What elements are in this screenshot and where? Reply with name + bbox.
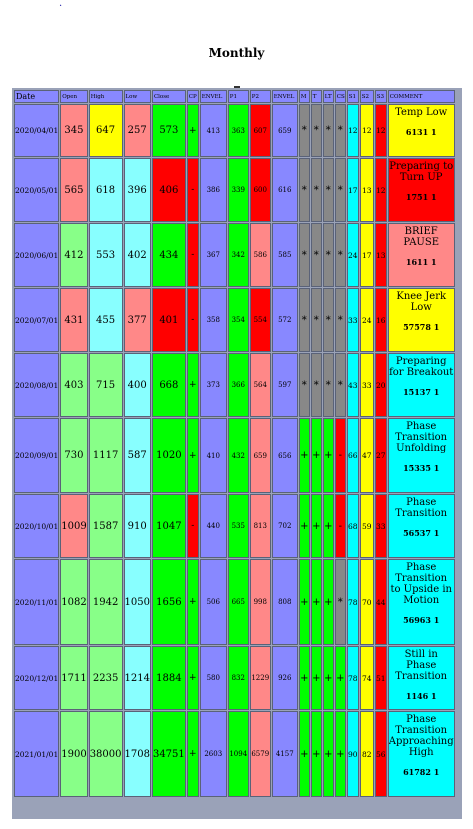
- cell-s2: 13: [360, 158, 374, 222]
- cell-t: *: [311, 158, 322, 222]
- cell-envel-2: 616: [272, 158, 298, 222]
- cell-s3: 33: [375, 494, 387, 558]
- header-lt: LT: [323, 90, 334, 103]
- comment-text: Phase Transition Unfolding: [395, 421, 448, 454]
- cell-s2: 33: [360, 353, 374, 417]
- cell-low: 1214: [124, 646, 151, 710]
- cell-low: 257: [124, 104, 151, 157]
- cell-date: 2020/07/01: [14, 288, 59, 352]
- comment-number: 15137 1: [403, 387, 440, 397]
- cell-s1: 17: [347, 158, 359, 222]
- cell-low: 1050: [124, 559, 151, 645]
- cell-s2: 47: [360, 418, 374, 493]
- cell-s3: 12: [375, 104, 387, 157]
- cell-t: *: [311, 353, 322, 417]
- cell-date: 2020/12/01: [14, 646, 59, 710]
- cell-s3: 44: [375, 559, 387, 645]
- cell-envel: 410: [200, 418, 227, 493]
- cell-lt: +: [323, 559, 334, 645]
- cell-cp: -: [187, 494, 199, 558]
- table-row: [14, 494, 455, 558]
- cell-m: *: [299, 223, 310, 287]
- header-open: Open: [60, 90, 87, 103]
- table-row: [14, 353, 455, 417]
- cell-p2: 998: [250, 559, 271, 645]
- table-row: [14, 158, 455, 222]
- cell-high: 1117: [89, 418, 123, 493]
- cell-envel: 413: [200, 104, 227, 157]
- header-row: [14, 90, 455, 103]
- table-row: [14, 559, 455, 645]
- cell-cs: *: [335, 559, 346, 645]
- cell-high: 553: [89, 223, 123, 287]
- cell-envel-2: 597: [272, 353, 298, 417]
- cell-date: 2021/01/01: [14, 711, 59, 797]
- cell-high: 2235: [89, 646, 123, 710]
- header-high: High: [89, 90, 123, 103]
- table-row: [14, 646, 455, 710]
- cell-cp: +: [187, 104, 199, 157]
- cell-t: *: [311, 104, 322, 157]
- comment-number: 61782 1: [403, 767, 440, 777]
- comment-number: 1751 1: [405, 192, 437, 202]
- cell-s3: 16: [375, 288, 387, 352]
- cell-lt: *: [323, 104, 334, 157]
- cell-s1: 33: [347, 288, 359, 352]
- cell-date: 2020/11/01: [14, 559, 59, 645]
- cell-envel-2: 702: [272, 494, 298, 558]
- cell-p2: 813: [250, 494, 271, 558]
- cell-cs: -: [335, 418, 346, 493]
- comment-number: 15335 1: [403, 463, 440, 473]
- cell-cs: *: [335, 158, 346, 222]
- cell-lt: +: [323, 494, 334, 558]
- cell-low: 400: [124, 353, 151, 417]
- cell-cp: +: [187, 711, 199, 797]
- cell-s1: 43: [347, 353, 359, 417]
- table-row: [14, 711, 455, 797]
- cell-s2: 70: [360, 559, 374, 645]
- table-row: [14, 418, 455, 493]
- cell-high: 647: [89, 104, 123, 157]
- cell-envel-2: 808: [272, 559, 298, 645]
- cell-low: 377: [124, 288, 151, 352]
- header-p1: P1: [228, 90, 249, 103]
- cell-envel: 358: [200, 288, 227, 352]
- cell-open: 730: [60, 418, 87, 493]
- cell-cp: +: [187, 353, 199, 417]
- cell-p1: 432: [228, 418, 249, 493]
- cell-s1: 24: [347, 223, 359, 287]
- cell-p1: 339: [228, 158, 249, 222]
- header-s3: S3: [375, 90, 387, 103]
- cell-s3: 20: [375, 353, 387, 417]
- cell-open: 412: [60, 223, 87, 287]
- cell-close: 1020: [152, 418, 186, 493]
- cell-s3: 13: [375, 223, 387, 287]
- cell-envel-2: 656: [272, 418, 298, 493]
- cell-m: *: [299, 353, 310, 417]
- comment-text: Preparing to Turn UP: [389, 161, 454, 183]
- cell-open: 1711: [60, 646, 87, 710]
- header-s2: S2: [360, 90, 374, 103]
- comment-number: 1611 1: [405, 257, 437, 267]
- table-row: [14, 288, 455, 352]
- cell-low: 1708: [124, 711, 151, 797]
- cell-close: 668: [152, 353, 186, 417]
- cell-s3: 51: [375, 646, 387, 710]
- cell-comment: [388, 559, 455, 645]
- cell-s2: 12: [360, 104, 374, 157]
- cell-high: 1587: [89, 494, 123, 558]
- cell-s3: 12: [375, 158, 387, 222]
- cell-m: *: [299, 104, 310, 157]
- cell-p2: 586: [250, 223, 271, 287]
- cell-m: +: [299, 494, 310, 558]
- cell-envel: 440: [200, 494, 227, 558]
- cell-date: 2020/05/01: [14, 158, 59, 222]
- cell-high: 1942: [89, 559, 123, 645]
- cell-close: 34751: [152, 711, 186, 797]
- cell-lt: *: [323, 353, 334, 417]
- comment-text: Phase Transition Approaching High: [388, 714, 454, 758]
- cell-date: 2020/06/01: [14, 223, 59, 287]
- cell-cs: *: [335, 104, 346, 157]
- comment-text: Knee Jerk Low: [396, 291, 447, 313]
- cell-s3: 27: [375, 418, 387, 493]
- comment-text: Phase Transition to Upside in Motion: [390, 562, 452, 606]
- cell-low: 396: [124, 158, 151, 222]
- cell-p2: 1229: [250, 646, 271, 710]
- cell-lt: +: [323, 418, 334, 493]
- cell-cs: *: [335, 353, 346, 417]
- comment-text: BRIEF PAUSE: [403, 226, 440, 248]
- table-row: [14, 223, 455, 287]
- comment-text: Phase Transition: [395, 497, 448, 519]
- comment-text: Preparing for Breakout: [389, 356, 454, 378]
- cell-open: 1082: [60, 559, 87, 645]
- cell-s2: 24: [360, 288, 374, 352]
- cell-comment: [388, 104, 455, 157]
- cell-p2: 659: [250, 418, 271, 493]
- cell-comment: [388, 418, 455, 493]
- cell-cs: *: [335, 288, 346, 352]
- cell-open: 565: [60, 158, 87, 222]
- cell-comment: [388, 353, 455, 417]
- cell-envel: 367: [200, 223, 227, 287]
- cell-comment: [388, 646, 455, 710]
- cell-open: 1009: [60, 494, 87, 558]
- cell-p2: 607: [250, 104, 271, 157]
- cell-close: 434: [152, 223, 186, 287]
- cell-high: 455: [89, 288, 123, 352]
- cell-comment: [388, 158, 455, 222]
- cell-s1: 78: [347, 646, 359, 710]
- cell-cp: -: [187, 288, 199, 352]
- cell-date: 2020/09/01: [14, 418, 59, 493]
- comment-text: Temp Low: [395, 107, 448, 118]
- cell-t: *: [311, 288, 322, 352]
- cell-p2: 564: [250, 353, 271, 417]
- cell-lt: *: [323, 288, 334, 352]
- cell-envel: 506: [200, 559, 227, 645]
- cell-close: 1047: [152, 494, 186, 558]
- cell-date: 2020/08/01: [14, 353, 59, 417]
- cell-p1: 1094: [228, 711, 249, 797]
- cell-p1: 363: [228, 104, 249, 157]
- cell-open: 403: [60, 353, 87, 417]
- header-date: Date: [14, 90, 59, 103]
- cell-s1: 66: [347, 418, 359, 493]
- cell-m: +: [299, 711, 310, 797]
- cell-envel: 373: [200, 353, 227, 417]
- cell-s1: 68: [347, 494, 359, 558]
- cell-s2: 17: [360, 223, 374, 287]
- header-envel: ENVEL: [200, 90, 227, 103]
- cell-p1: 665: [228, 559, 249, 645]
- table-row: [14, 104, 455, 157]
- cell-p1: 366: [228, 353, 249, 417]
- cell-t: +: [311, 646, 322, 710]
- monthly-table: [13, 89, 456, 798]
- cell-t: +: [311, 711, 322, 797]
- cell-s3: 56: [375, 711, 387, 797]
- cell-p2: 554: [250, 288, 271, 352]
- cell-lt: *: [323, 158, 334, 222]
- cell-p1: 342: [228, 223, 249, 287]
- header-envel-2: ENVEL: [272, 90, 298, 103]
- cell-s1: 78: [347, 559, 359, 645]
- cell-cs: -: [335, 494, 346, 558]
- comment-number: 6131 1: [405, 127, 437, 137]
- corner-dot: .: [59, 0, 63, 9]
- cell-cp: -: [187, 223, 199, 287]
- cell-cs: +: [335, 646, 346, 710]
- cell-low: 587: [124, 418, 151, 493]
- cell-s1: 90: [347, 711, 359, 797]
- cell-date: 2020/10/01: [14, 494, 59, 558]
- cell-comment: [388, 494, 455, 558]
- cell-close: 1656: [152, 559, 186, 645]
- comment-number: 56537 1: [403, 528, 440, 538]
- cell-envel: 580: [200, 646, 227, 710]
- cell-low: 910: [124, 494, 151, 558]
- cell-m: +: [299, 418, 310, 493]
- cell-cp: +: [187, 646, 199, 710]
- header-low: Low: [124, 90, 151, 103]
- page-title: Monthly: [208, 46, 265, 60]
- cell-p1: 832: [228, 646, 249, 710]
- cell-lt: +: [323, 711, 334, 797]
- cell-comment: [388, 711, 455, 797]
- cell-envel-2: 585: [272, 223, 298, 287]
- cell-t: *: [311, 223, 322, 287]
- cell-s2: 59: [360, 494, 374, 558]
- header-cs: CS: [335, 90, 346, 103]
- cell-p2: 6579: [250, 711, 271, 797]
- cell-cs: +: [335, 711, 346, 797]
- cell-cp: +: [187, 559, 199, 645]
- header-t: T: [311, 90, 322, 103]
- cell-p1: 354: [228, 288, 249, 352]
- comment-number: 56963 1: [403, 615, 440, 625]
- cell-m: +: [299, 646, 310, 710]
- cell-envel: 386: [200, 158, 227, 222]
- cell-envel-2: 926: [272, 646, 298, 710]
- cell-m: *: [299, 158, 310, 222]
- cell-lt: *: [323, 223, 334, 287]
- cell-s1: 12: [347, 104, 359, 157]
- comment-number: 1146 1: [405, 691, 437, 701]
- cell-t: +: [311, 418, 322, 493]
- header-close: Close: [152, 90, 186, 103]
- cell-close: 573: [152, 104, 186, 157]
- header-p2: P2: [250, 90, 271, 103]
- cell-envel: 2603: [200, 711, 227, 797]
- comment-number: 57578 1: [403, 322, 440, 332]
- cell-envel-2: 572: [272, 288, 298, 352]
- cell-open: 431: [60, 288, 87, 352]
- cell-comment: [388, 288, 455, 352]
- header-m: M: [299, 90, 310, 103]
- cell-close: 1884: [152, 646, 186, 710]
- cell-date: 2020/04/01: [14, 104, 59, 157]
- cell-high: 38000: [89, 711, 123, 797]
- cell-t: +: [311, 559, 322, 645]
- cell-s2: 82: [360, 711, 374, 797]
- header-cp: CP: [187, 90, 199, 103]
- cell-low: 402: [124, 223, 151, 287]
- cell-p2: 600: [250, 158, 271, 222]
- cell-p1: 535: [228, 494, 249, 558]
- cell-envel-2: 4157: [272, 711, 298, 797]
- header-s1: S1: [347, 90, 359, 103]
- cell-open: 345: [60, 104, 87, 157]
- cell-comment: [388, 223, 455, 287]
- cell-close: 401: [152, 288, 186, 352]
- cell-cs: *: [335, 223, 346, 287]
- cell-m: +: [299, 559, 310, 645]
- cell-s2: 74: [360, 646, 374, 710]
- cell-high: 618: [89, 158, 123, 222]
- cell-cp: +: [187, 418, 199, 493]
- cell-lt: +: [323, 646, 334, 710]
- cell-m: *: [299, 288, 310, 352]
- cell-t: +: [311, 494, 322, 558]
- cell-envel-2: 659: [272, 104, 298, 157]
- comment-text: Still in Phase Transition: [395, 649, 448, 682]
- cell-cp: -: [187, 158, 199, 222]
- cell-open: 1900: [60, 711, 87, 797]
- header-comment: COMMENT: [388, 90, 455, 103]
- cell-close: 406: [152, 158, 186, 222]
- cell-high: 715: [89, 353, 123, 417]
